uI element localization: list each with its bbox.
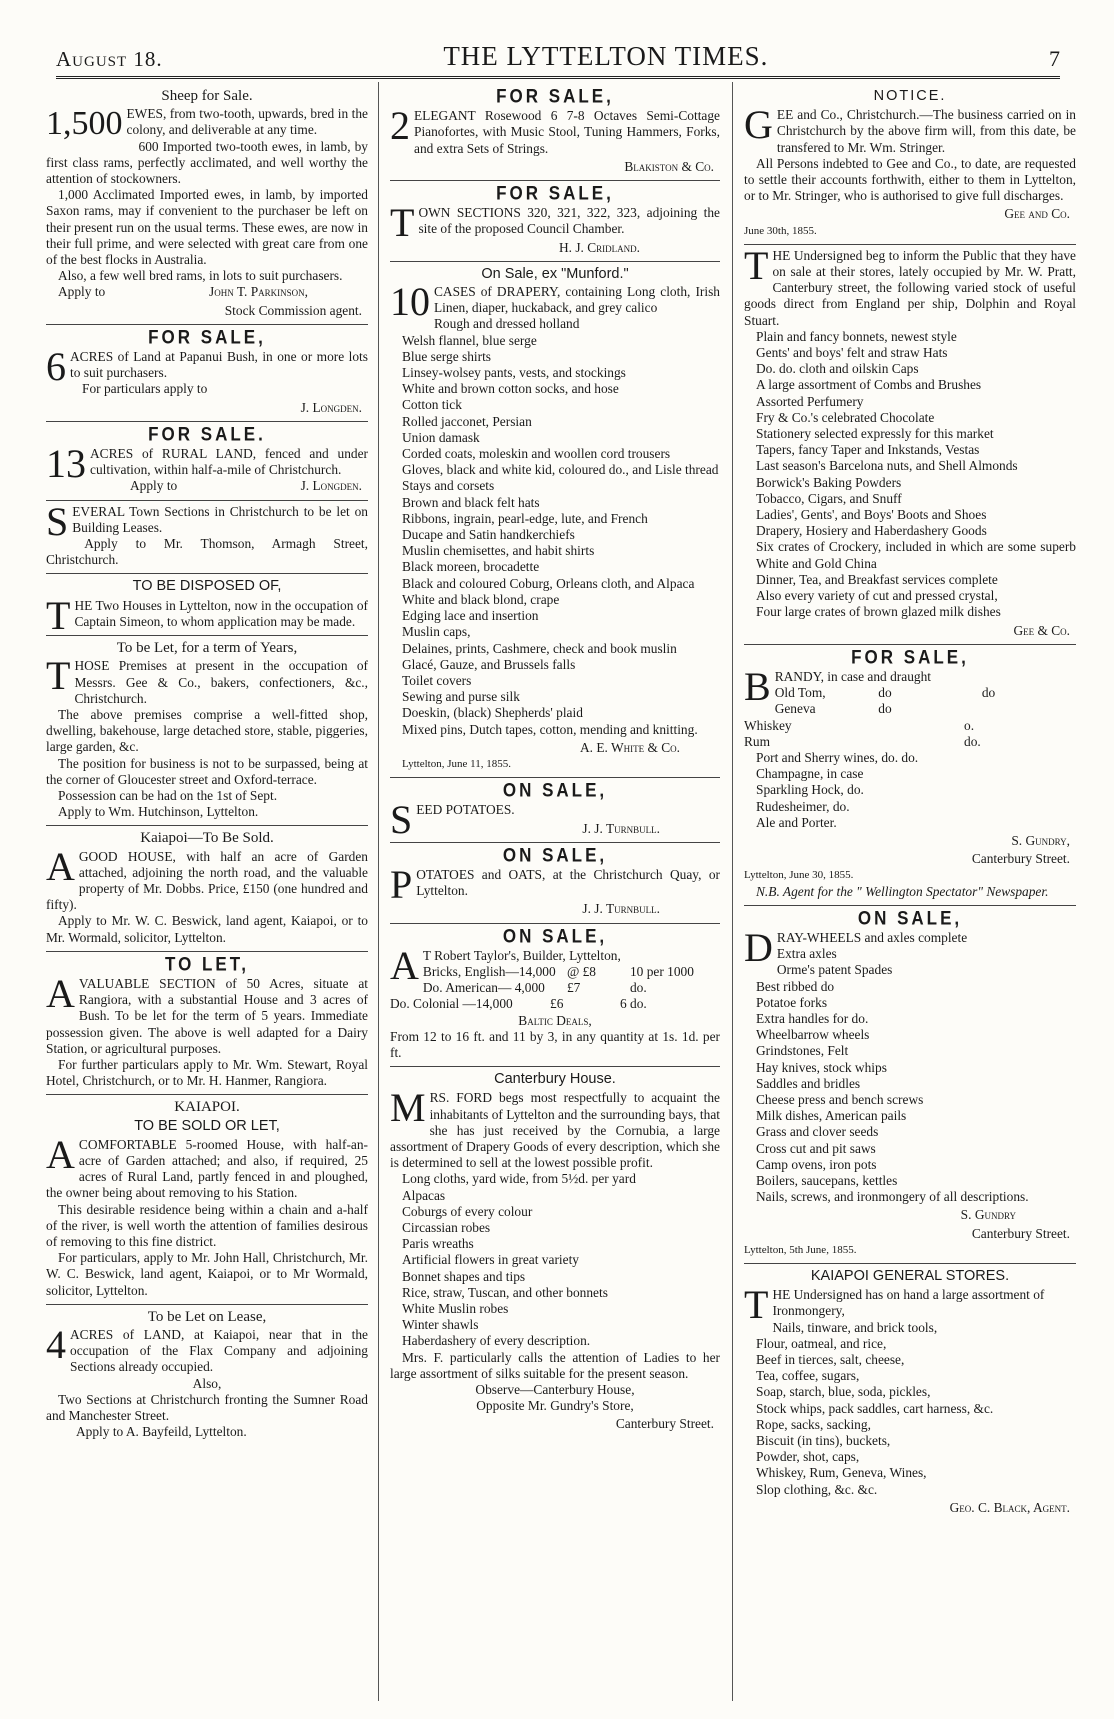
ad-pratt-stores: THE Undersigned beg to inform the Public that they have on sale at their stores, lately occupied by Mr. W. Pratt, Canterbury street, the following varied stock of useful goods direct from England per ship, Dolphin and Royal Stuart. Plain and fancy bonnets, newest style Gents' and boys' felt and straw Hats Do. do. cloth and oilskin Caps A large assortment of Combs and Brushes Assorted Perfumery Fry & Co.'s celebrated Chocolate Stationery selected expressly for this market Tapers, fancy Taper and Inkstands, Vestas Last season's Barcelona nuts, and Shell Almonds Borwick's Baking Powders Tobacco, Cigars, and Snuff Ladies', Gents', and Boys' Boots and Shoes Drapery, Hosiery and Haberdashery Goods Six crates of Crockery, included in which are some superb White and Gold China Dinner, Tea, and Breakfast services complete Also every variety of cut and pressed crystal, Four large crates of brown glazed milk dishes Gee & Co. <box>744 245 1076 645</box>
list-item: Alpacas <box>402 1187 446 1203</box>
ad-kaiapoi-house: Kaiapoi—To Be Sold. AGOOD HOUSE, with half an acre of Garden attached, adjoining the north road, and the valuable property of Mr. Dobbs. Price, £150 (one hundred and fifty). Apply to Mr. W. C. Beswick, land agent, Kaiapoi, or to Mr. Wormald, solicitor, Lyttelton. <box>46 826 368 951</box>
list-item: Stays and corsets <box>402 478 495 494</box>
list-item: Potatoe forks <box>756 994 828 1010</box>
list-item: Drapery, Hosiery and Haberdashery Goods <box>756 523 987 539</box>
list-item: Also every variety of cut and pressed crystal, <box>756 588 998 604</box>
ad-heading: FOR SALE, <box>148 326 266 349</box>
list-item: Bonnet shapes and tips <box>402 1268 526 1284</box>
table-row <box>390 996 720 1012</box>
list-item: Doeskin, (black) Shepherds' plaid <box>402 705 583 721</box>
list-item: Grindstones, Felt <box>756 1043 849 1059</box>
drop-number: 1,500 <box>46 105 123 143</box>
list-item: Delaines, prints, Cashmere, check and book muslin <box>402 640 677 656</box>
table-cell: do <box>878 701 892 717</box>
list-item: Artificial flowers in great variety <box>402 1252 579 1268</box>
table-cell: Old Tom, <box>774 685 826 701</box>
column-rule <box>378 82 379 1701</box>
table-cell <box>854 718 964 734</box>
list-item: Saddles and bridles <box>756 1075 861 1091</box>
list-item: Hay knives, stock whips <box>756 1059 887 1075</box>
ad-sale-papanui: FOR SALE, 6 ACRES of Land at Papanui Bush, in one or more lots to suit purchasers. For particulars apply to J. Longden. <box>46 325 368 422</box>
issue-date: August 18. <box>56 47 163 71</box>
list-item: Champagne, in case <box>756 766 864 782</box>
ad-heading: On Sale, ex "Munford." <box>481 265 629 282</box>
table-cell: @ £8 <box>566 963 597 979</box>
table-row <box>423 964 720 980</box>
list-item: Rice, straw, Tuscan, and other bonnets <box>402 1284 608 1300</box>
list-item: Winter shawls <box>402 1317 479 1333</box>
list-item: Cheese press and bench screws <box>756 1091 924 1107</box>
list-item: Wheelbarrow wheels <box>756 1027 870 1043</box>
list-item: Flour, oatmeal, and rice, <box>756 1335 887 1351</box>
list-item: Glacé, Gauze, and Brussels falls <box>402 656 576 672</box>
list-item: Long cloths, yard wide, from 5½d. per yard <box>402 1171 636 1187</box>
table-cell: do. <box>964 733 981 749</box>
ad-seed-potatoes: ON SALE, SEED POTATOES. J. J. Turnbull. <box>390 778 720 843</box>
column-rule <box>732 82 733 1701</box>
list-item: Whiskey, Rum, Geneva, Wines, <box>756 1465 927 1481</box>
list-item: Milk dishes, American pails <box>756 1108 907 1124</box>
ad-town-sections: FOR SALE, TOWN SECTIONS 320, 321, 322, 323, adjoining the site of the proposed Council Chamber. H. J. Cridland. <box>390 181 720 262</box>
ad-heading: ON SALE, <box>502 779 608 802</box>
table-row <box>775 685 1076 701</box>
table-cell <box>854 734 964 750</box>
ad-heading: TO LET, <box>165 953 249 976</box>
list-item: Assorted Perfumery <box>756 393 864 409</box>
ad-potatoes-oats: ON SALE, POTATOES and OATS, at the Christchurch Quay, or Lyttelton. J. J. Turnbull. <box>390 843 720 924</box>
ad-several-sections: SEVERAL Town Sections in Christchurch to be let on Building Leases. Apply to Mr. Thomson, Armagh Street, Christchurch. <box>46 501 368 575</box>
list-item: Corded coats, moleskin and woollen cord trousers <box>402 446 671 462</box>
ad-heading: FOR SALE, <box>851 646 969 669</box>
list-item: Sparkling Hock, do. <box>756 782 864 798</box>
list-item: Linsey-wolsey pants, vests, and stockings <box>402 365 626 381</box>
list-item: Best ribbed do <box>756 978 835 994</box>
list-item: Port and Sherry wines, do. do. <box>756 749 919 765</box>
masthead-rule <box>56 76 1060 79</box>
brick-price-table <box>390 964 720 1013</box>
list-item: White Muslin robes <box>402 1301 509 1317</box>
ad-disposed: TO BE DISPOSED OF, THE Two Houses in Lyttelton, now in the occupation of Captain Simeon, to whom application may be made. <box>46 574 368 636</box>
list-item: A large assortment of Combs and Brushes <box>756 377 982 393</box>
table-cell: do. <box>629 980 647 996</box>
ad-pianofortes: FOR SALE, 2 ELEGANT Rosewood 6 7-8 Octaves Semi-Cottage Pianofortes, with Music Stool, Tuning Hammers, Forks, and extra Sets of Strings. Blakiston & Co. <box>390 84 720 181</box>
list-item: Welsh flannel, blue serge <box>402 332 537 348</box>
column-1 <box>46 84 368 1445</box>
list-item: Powder, shot, caps, <box>756 1449 860 1465</box>
ad-heading: ON SALE, <box>502 925 608 947</box>
ad-brandy: FOR SALE, BRANDY, in case and draught Old Tom, do do Geneva do Whiskey o. Rum do. Port and Sherry wines, do. do. Champagne, in case Sparkling Hock, do. Rudesheimer, do. Ale and Porter. S. Gundry, Canterbury Street. Lyttelton, June 30, 1855. N.B. Agent for the " Wellington Spectator" Newspaper. <box>744 645 1076 906</box>
list-item: Ale and Porter. <box>756 814 837 830</box>
list-item: Rope, sacks, sacking, <box>756 1416 871 1432</box>
list-item: Rudesheimer, do. <box>756 798 850 814</box>
ad-to-let-rangiora: TO LET, AVALUABLE SECTION of 50 Acres, situate at Rangiora, with a substantial House and 3 acres of Bush. To be let for the term of 5 years. Immediate possession given. The above is well adapted for a Dairy Station, or agricultural purposes. For further particulars apply to Mr. Wm. Stewart, Royal Hotel, Christchurch, or to Mr. H. Hanmer, Rangiora. <box>46 952 368 1096</box>
ad-heading: FOR SALE, <box>496 85 614 108</box>
list-item: Ladies', Gents', and Boys' Boots and Shoes <box>756 507 987 523</box>
list-item: Orme's patent Spades <box>776 962 893 978</box>
ad-heading: Canterbury House. <box>494 1071 616 1088</box>
goods-list <box>390 1171 720 1349</box>
list-item: Biscuit (in tins), buckets, <box>756 1433 891 1449</box>
table-cell: do <box>981 685 996 701</box>
list-item: Nails, tinware, and brick tools, <box>772 1319 938 1335</box>
list-item: Rolled jacconet, Persian <box>402 413 532 429</box>
list-item: Stock whips, pack saddles, cart harness, &c. <box>756 1400 994 1416</box>
table-cell: Do. Colonial —14,000 <box>390 996 513 1012</box>
list-item: Borwick's Baking Powders <box>756 474 902 490</box>
ad-subheading: TO BE SOLD OR LET, <box>134 1117 280 1134</box>
column-2 <box>390 84 720 1438</box>
ad-heading: FOR SALE. <box>148 423 266 446</box>
table-cell: Geneva <box>774 701 816 717</box>
ironmongery-list <box>744 946 1076 1205</box>
list-item: Tobacco, Cigars, and Snuff <box>756 490 902 506</box>
list-item: Extra axles <box>776 946 837 962</box>
list-item: Ribbons, ingrain, pearl-edge, lute, and French <box>402 510 648 526</box>
list-item: Coburgs of every colour <box>402 1203 533 1219</box>
list-item: Dinner, Tea, and Breakfast services complete <box>756 571 998 587</box>
ad-let-on-lease: To be Let on Lease, 4 ACRES of LAND, at Kaiapoi, near that in the occupation of the Flax Company and adjoining Sections already occupied. Also, Two Sections at Christchurch fronting the Sumner Road and Manchester Street. Apply to A. Bayfeild, Lyttelton. <box>46 1308 368 1440</box>
list-item: Cross cut and pit saws <box>756 1140 876 1156</box>
list-item: Toilet covers <box>402 672 472 688</box>
list-item: Beef in tierces, salt, cheese, <box>756 1352 905 1368</box>
ad-heading: Kaiapoi—To Be Sold. <box>140 830 274 847</box>
stock-list <box>744 329 1076 621</box>
list-item: Ironmongery, <box>772 1303 845 1319</box>
ad-heading: ON SALE, <box>502 844 608 867</box>
table-cell: £6 <box>550 996 564 1012</box>
drapery-list <box>390 316 720 737</box>
ad-heading: To be Let, for a term of Years, <box>116 640 298 657</box>
table-cell: do <box>878 685 892 701</box>
page-number: 7 <box>1048 46 1060 71</box>
ad-heading: Sheep for Sale. <box>161 88 253 104</box>
ad-canterbury-house: Canterbury House. MRS. FORD begs most respectfully to acquaint the inhabitants of Lyttelton and the surrounding bays, that she has just received by the Cornubia, a large assortment of Drapery Goods of every description, which she is determined to sell at the lowest possible profit. Long cloths, yard wide, from 5½d. per yard Alpacas Coburgs of every colour Circassian robes Paris wreaths Artificial flowers in great variety Bonnet shapes and tips Rice, straw, Tuscan, and other bonnets White Muslin robes Winter shawls Haberdashery of every description. Mrs. F. particularly calls the attention of Ladies to her large assortment of silks suitable for the present season. Observe—Canterbury House, Opposite Mr. Gundry's Store, Canterbury Street. <box>390 1071 720 1432</box>
list-item: White and brown cotton socks, and hose <box>402 381 619 397</box>
table-row <box>775 701 1076 717</box>
list-item: Extra handles for do. <box>756 1010 869 1026</box>
wines-list <box>744 750 1076 831</box>
table-row <box>423 980 720 996</box>
list-item: Tapers, fancy Taper and Inkstands, Vestas <box>756 442 980 458</box>
list-item: Union damask <box>402 429 480 445</box>
ad-bricks: ON SALE, A T Robert Taylor's, Builder, Lyttelton, Bricks, English—14,000 @ £8 10 per 1000 Do. American— 4,000 £7 do. Do. Colonial —14,000 £6 6 do. Baltic Deals, From 12 to 16 ft. and 11 by 3, in any quantity at 1s. 1d. per ft. <box>390 924 720 1068</box>
ad-heading: FOR SALE, <box>496 182 614 205</box>
newspaper-title: THE LYTTELTON TIMES. <box>443 41 769 71</box>
list-item: Do. do. cloth and oilskin Caps <box>756 361 919 377</box>
list-item: Mixed pins, Dutch tapes, cotton, mending and knitting. <box>402 721 698 737</box>
list-item: Blue serge shirts <box>402 348 492 364</box>
table-cell: 6 do. <box>620 996 647 1012</box>
list-item: Stationery selected expressly for this market <box>756 426 994 442</box>
list-item: Black and coloured Coburg, Orleans cloth, and Alpaca <box>402 575 695 591</box>
list-item: Camp ovens, iron pots <box>756 1156 877 1172</box>
stores-list <box>744 1303 1076 1497</box>
list-item: Ducape and Satin handkerchiefs <box>402 527 575 543</box>
list-item: Soap, starch, blue, soda, pickles, <box>756 1384 931 1400</box>
ad-kaiapoi-stores: KAIAPOI GENERAL STORES. THE Undersigned has on hand a large assortment of Ironmongery, Nails, tinware, and brick tools, Flour, oatmeal, and rice, Beef in tierces, salt, cheese, Tea, coffee, sugars, Soap, starch, blue, soda, pickles, Stock whips, pack saddles, cart harness, &c. Rope, sacks, sacking, Biscuit (in tins), buckets, Powder, shot, caps, Whiskey, Rum, Geneva, Wines, Slop clothing, &c. &c. Geo. C. Black, Agent. <box>744 1264 1076 1521</box>
masthead <box>56 38 1060 72</box>
list-item: Edging lace and insertion <box>402 608 539 624</box>
table-cell: o. <box>964 717 975 733</box>
list-item: Rough and dressed holland <box>434 316 580 332</box>
ad-heading: NOTICE. <box>873 88 947 104</box>
ad-heading: KAIAPOI GENERAL STORES. <box>810 1268 1010 1285</box>
table-cell <box>982 701 1076 717</box>
table-row <box>744 718 1076 734</box>
list-item: Muslin caps, <box>402 624 471 640</box>
ad-dray-wheels: ON SALE, DRAY-WHEELS and axles complete Extra axles Orme's patent Spades Best ribbed do Potatoe forks Extra handles for do. Wheelbarrow wheels Grindstones, Felt Hay knives, stock whips Saddles and bridles Cheese press and bench screws Milk dishes, American pails Grass and clover seeds Cross cut and pit saws Camp ovens, iron pots Boilers, saucepans, kettles Nails, screws, and ironmongery of all descriptions. S. Gundry Canterbury Street. Lyttelton, 5th June, 1855. <box>744 906 1076 1264</box>
ad-heading: TO BE DISPOSED OF, <box>132 578 282 595</box>
list-item: Black moreen, brocadette <box>402 559 540 575</box>
table-cell: Whiskey <box>744 717 792 733</box>
ad-heading: ON SALE, <box>857 907 963 930</box>
list-item: Paris wreaths <box>402 1236 474 1252</box>
ad-munford-drapery: On Sale, ex "Munford." 10 CASES of DRAPERY, containing Long cloth, Irish Linen, diaper, huckaback, and grey calico Rough and dressed holland Welsh flannel, blue serge Blue serge shirts Linsey-wolsey pants, vests, and stockings White and brown cotton socks, and hose Cotton tick Rolled jacconet, Persian Union damask Corded coats, moleskin and woollen cord trousers Gloves, black and white kid, coloured do., and Lisle thread Stays and corsets Brown and black felt hats Ribbons, ingrain, pearl-edge, lute, and French Ducape and Satin handkerchiefs Muslin chemisettes, and habit shirts Black moreen, brocadette Black and coloured Coburg, Orleans cloth, and Alpaca White and black blond, crape Edging lace and insertion Muslin caps, Delaines, prints, Cashmere, check and book muslin Glacé, Gauze, and Brussels falls Toilet covers Sewing and purse silk Doeskin, (black) Shepherds' plaid Mixed pins, Dutch tapes, cotton, mending and knitting. A. E. White & Co. Lyttelton, June 11, 1855. <box>390 262 720 778</box>
list-item: Slop clothing, &c. &c. <box>756 1481 878 1497</box>
ad-kaiapoi-sold-let: KAIAPOI. TO BE SOLD OR LET, ACOMFORTABLE 5-roomed House, with half-an-acre of Garden attached; and also, if required, 25 acres of Rural Land, partly fenced in and ploughed, the owner being about removing to his Station. This desirable residence being within a chain and a-half of the river, is well worth the attention of families desirous of removing to this fine district. For particulars, apply to Mr. John Hall, Christchurch, Mr. W. C. Beswick, land agent, Kaiapoi, or to Mr Wormald, solicitor, Lyttelton. <box>46 1095 368 1304</box>
list-item: Gents' and boys' felt and straw Hats <box>756 345 948 361</box>
ad-heading: KAIAPOI. <box>174 1099 240 1116</box>
list-item: Sewing and purse silk <box>402 689 520 705</box>
table-cell: Rum <box>744 733 771 749</box>
list-item: Boilers, saucepans, kettles <box>756 1173 898 1188</box>
list-item: Circassian robes <box>402 1220 491 1235</box>
list-item: Tea, coffee, sugars, <box>756 1368 860 1384</box>
list-item: Muslin chemisettes, and habit shirts <box>402 543 595 559</box>
ad-sale-rural: FOR SALE. 13 ACRES of RURAL LAND, fenced and under cultivation, within half-a-mile of Christchurch. Apply to J. Longden. <box>46 422 368 501</box>
table-cell: 10 per 1000 <box>629 963 694 979</box>
column-3 <box>744 84 1076 1521</box>
spirits-table <box>744 685 1076 750</box>
list-item: Gloves, black and white kid, coloured do., and Lisle thread <box>402 462 719 478</box>
ad-notice: NOTICE. GEE and Co., Christchurch.—The business carried on in Christchurch by the above firm will, from this date, be transfered to Mr. Wm. Stringer. All Persons indebted to Gee and Co., to date, are requested to settle their accounts forthwith, either to them in Lyttelton, or to Mr. Stringer, who is authorised to give full discharges. Gee and Co. June 30th, 1855. <box>744 84 1076 245</box>
list-item: Last season's Barcelona nuts, and Shell Almonds <box>756 458 1018 474</box>
table-cell: Do. American— 4,000 <box>422 980 545 996</box>
list-item: Cotton tick <box>402 397 462 413</box>
list-item: Plain and fancy bonnets, newest style <box>756 328 957 344</box>
list-item: Haberdashery of every description. <box>402 1333 591 1349</box>
table-row <box>744 734 1076 750</box>
list-item: Fry & Co.'s celebrated Chocolate <box>756 409 935 425</box>
list-item: Six crates of Crockery, included in which are some superb White and Gold China <box>756 539 1076 571</box>
list-item: White and black blond, crape <box>402 591 560 607</box>
ad-to-let-premises: To be Let, for a term of Years, THOSE Premises at present in the occupation of Messrs. Gee & Co., bakers, confectioners, &c., Christchurch. The above premises comprise a well-fitted shop, dwelling, bakehouse, large detached store, stable, piggeries, large garden, &c. The position for business is not to be surpassed, being at the corner of Gloucester street and Oxford-terrace. Possession can be had on the 1st of Sept. Apply to Wm. Hutchinson, Lyttelton. <box>46 636 368 826</box>
list-item: Grass and clover seeds <box>756 1124 879 1140</box>
list-item: Brown and black felt hats <box>402 494 540 510</box>
list-item: Four large crates of brown glazed milk dishes <box>756 604 1001 620</box>
ad-heading: To be Let on Lease, <box>147 1308 267 1325</box>
table-cell: Bricks, English—14,000 <box>422 963 556 979</box>
list-item: Nails, screws, and ironmongery of all descriptions. <box>756 1189 1029 1205</box>
ad-sheep: Sheep for Sale. 1,500 EWES, from two-tooth, upwards, bred in the colony, and deliverable at any time. 600 Imported two-tooth ewes, in lamb, by first class rams, perfectly acclimated, and well worthy the attention of stockowners. 1,000 Acclimated Imported ewes, in lamb, by imported Saxon rams, may if convenient to the purchaser be left on their present run on the usual terms. These ewes, are now in their full prime, and were selected with great care from one of the best flocks in Australia. Also, a few well bred rams, in lots to suit purchasers. Apply to John T. Parkinson, Stock Commission agent. <box>46 84 368 325</box>
table-cell: £7 <box>566 980 581 996</box>
